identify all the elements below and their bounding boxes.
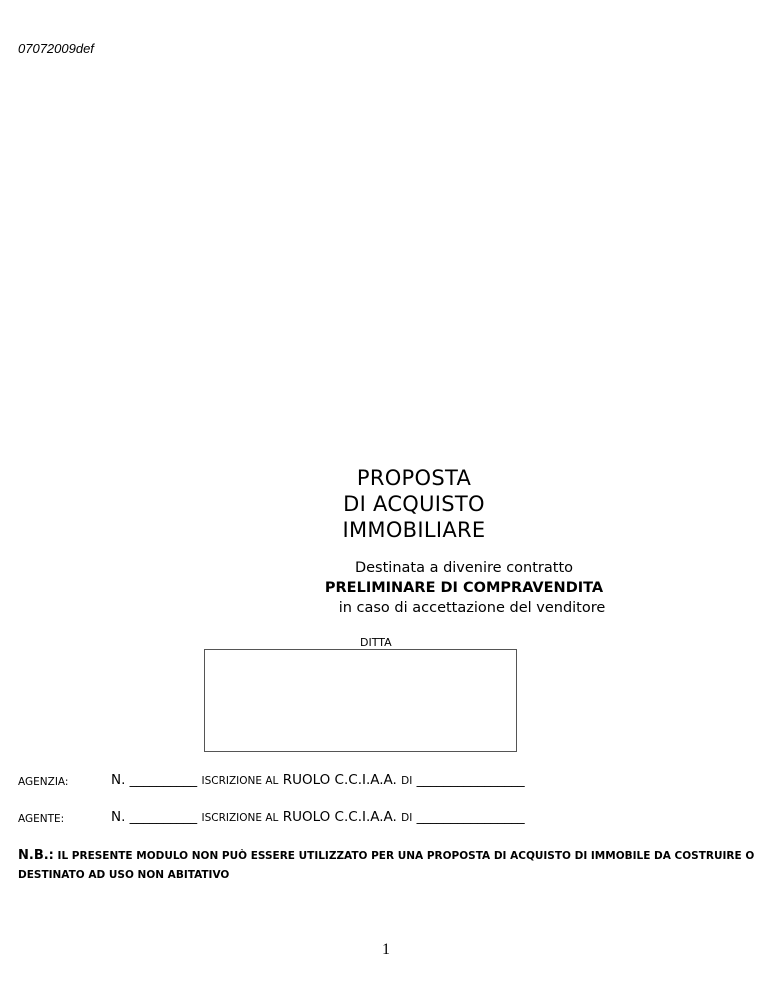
document-title bbox=[0, 465, 768, 543]
title-line-1: PROPOSTA bbox=[356, 466, 472, 490]
document-subtitle bbox=[0, 558, 768, 618]
agent-di-label: DI bbox=[401, 812, 413, 824]
subtitle-line-1: Destinata a divenire contratto bbox=[354, 560, 574, 576]
page-number bbox=[0, 941, 768, 959]
ditta-label: DITTA bbox=[360, 636, 392, 649]
nb-text: IL PRESENTE MODULO NON PUÒ ESSERE UTILIZZATO PER UNA PROPOSTA DI ACQUISTO DI IMMOBILE DA COSTRUIRE O DESTINATO AD USO NON ABITATIVO bbox=[18, 850, 755, 881]
subtitle-line-2: PRELIMINARE DI COMPRAVENDITA bbox=[324, 580, 604, 596]
ditta-box[interactable] bbox=[204, 649, 517, 752]
agency-cciaa-label: C.C.I.A.A. bbox=[334, 772, 397, 788]
page-number-text: 1 bbox=[382, 941, 390, 958]
agency-label: AGENZIA: bbox=[18, 776, 69, 788]
nb-note bbox=[18, 846, 758, 885]
agent-number: N. __________ bbox=[111, 809, 198, 825]
agent-label: AGENTE: bbox=[18, 813, 65, 825]
agency-di-label: DI bbox=[401, 775, 413, 787]
nb-label: N.B.: bbox=[18, 848, 54, 863]
agent-field[interactable] bbox=[111, 809, 525, 825]
agency-number: N. __________ bbox=[111, 772, 198, 788]
agent-cciaa-blank: ________________ bbox=[416, 809, 525, 825]
agency-cciaa-blank: ________________ bbox=[416, 772, 525, 788]
title-line-3: IMMOBILIARE bbox=[342, 518, 486, 542]
agency-registration-label: ISCRIZIONE AL bbox=[201, 775, 279, 787]
agent-registration-label: ISCRIZIONE AL bbox=[201, 812, 279, 824]
subtitle-line-3: in caso di accettazione del venditore bbox=[338, 600, 606, 616]
agency-ruolo-label: RUOLO bbox=[282, 772, 331, 788]
agent-ruolo-label: RUOLO bbox=[282, 809, 331, 825]
title-line-2: DI ACQUISTO bbox=[343, 492, 485, 516]
agency-field[interactable] bbox=[111, 772, 525, 788]
document-code: 07072009def bbox=[18, 41, 94, 56]
agent-cciaa-label: C.C.I.A.A. bbox=[334, 809, 397, 825]
